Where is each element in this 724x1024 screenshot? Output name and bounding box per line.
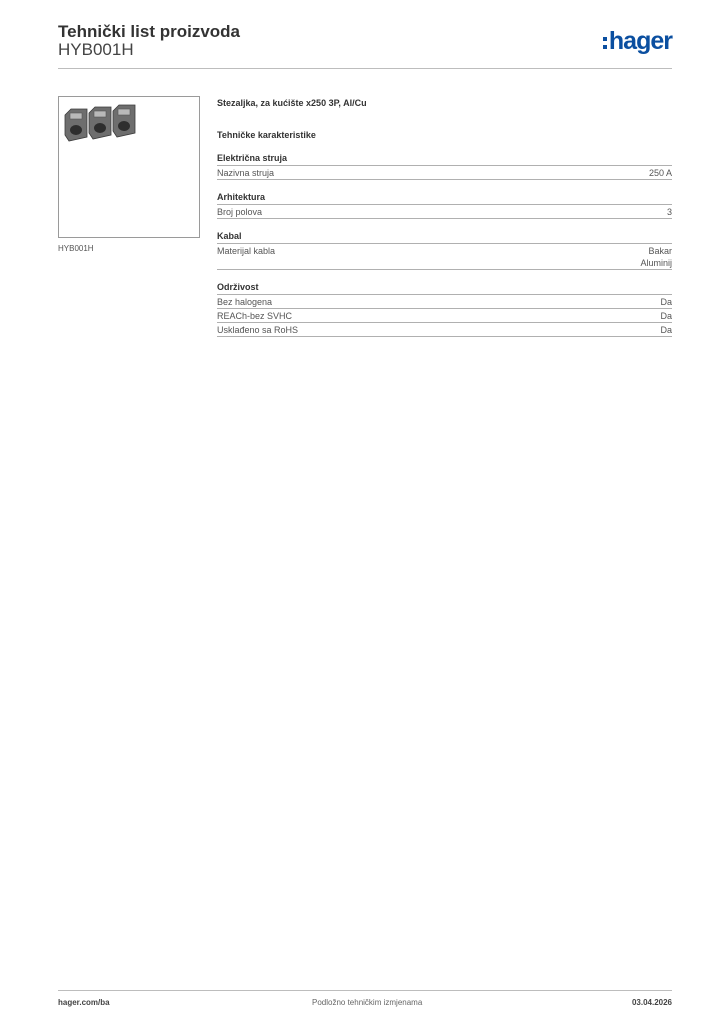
product-details — [217, 96, 672, 348]
page-header — [58, 22, 672, 68]
footer-website: hager.com/ba — [58, 998, 110, 1007]
spec-row — [217, 205, 672, 219]
spec-value: Aluminij — [640, 258, 672, 268]
page-footer — [58, 998, 672, 1010]
product-image-frame — [58, 96, 200, 238]
spec-row — [217, 166, 672, 180]
product-image-caption: HYB001H — [58, 244, 94, 253]
spec-label: Materijal kabla — [217, 246, 276, 256]
spec-label: Broj polova — [217, 207, 263, 217]
footer-note: Podložno tehničkim izmjenama — [312, 998, 423, 1007]
spec-row — [217, 309, 672, 323]
footer-divider — [58, 990, 672, 991]
spec-value: Da — [660, 297, 672, 307]
spec-value: Da — [660, 325, 672, 335]
spec-row — [217, 295, 672, 309]
group-title: Održivost — [217, 281, 672, 295]
logo-colon-icon — [603, 37, 607, 49]
section-title: Tehničke karakteristike — [217, 130, 316, 140]
hager-logo — [603, 28, 672, 54]
spec-row — [217, 244, 672, 270]
group-architecture — [217, 191, 672, 219]
spec-value: 250 A — [648, 168, 672, 178]
group-sustainability — [217, 281, 672, 337]
document-title: Tehnički list proizvoda — [58, 22, 240, 41]
terminal-clamp-icon — [61, 101, 141, 145]
spec-label: Bez halogena — [217, 297, 273, 307]
product-code: HYB001H — [58, 40, 134, 59]
spec-row — [217, 323, 672, 337]
header-divider — [58, 68, 672, 69]
spec-value: Bakar — [648, 246, 672, 256]
spec-value: Da — [660, 311, 672, 321]
footer-date: 03.04.2026 — [631, 998, 672, 1007]
spec-value: 3 — [666, 207, 672, 217]
logo-text: hager — [608, 26, 672, 55]
group-electric-current — [217, 152, 672, 180]
spec-value-list — [640, 245, 672, 269]
spec-label: REACh-bez SVHC — [217, 311, 293, 321]
group-title: Kabal — [217, 230, 672, 244]
spec-label: Nazivna struja — [217, 168, 275, 178]
spec-label: Usklađeno sa RoHS — [217, 325, 299, 335]
group-title: Arhitektura — [217, 191, 672, 205]
group-cable — [217, 230, 672, 270]
group-title: Električna struja — [217, 152, 672, 166]
product-description: Stezaljka, za kućište x250 3P, Al/Cu — [217, 98, 367, 108]
